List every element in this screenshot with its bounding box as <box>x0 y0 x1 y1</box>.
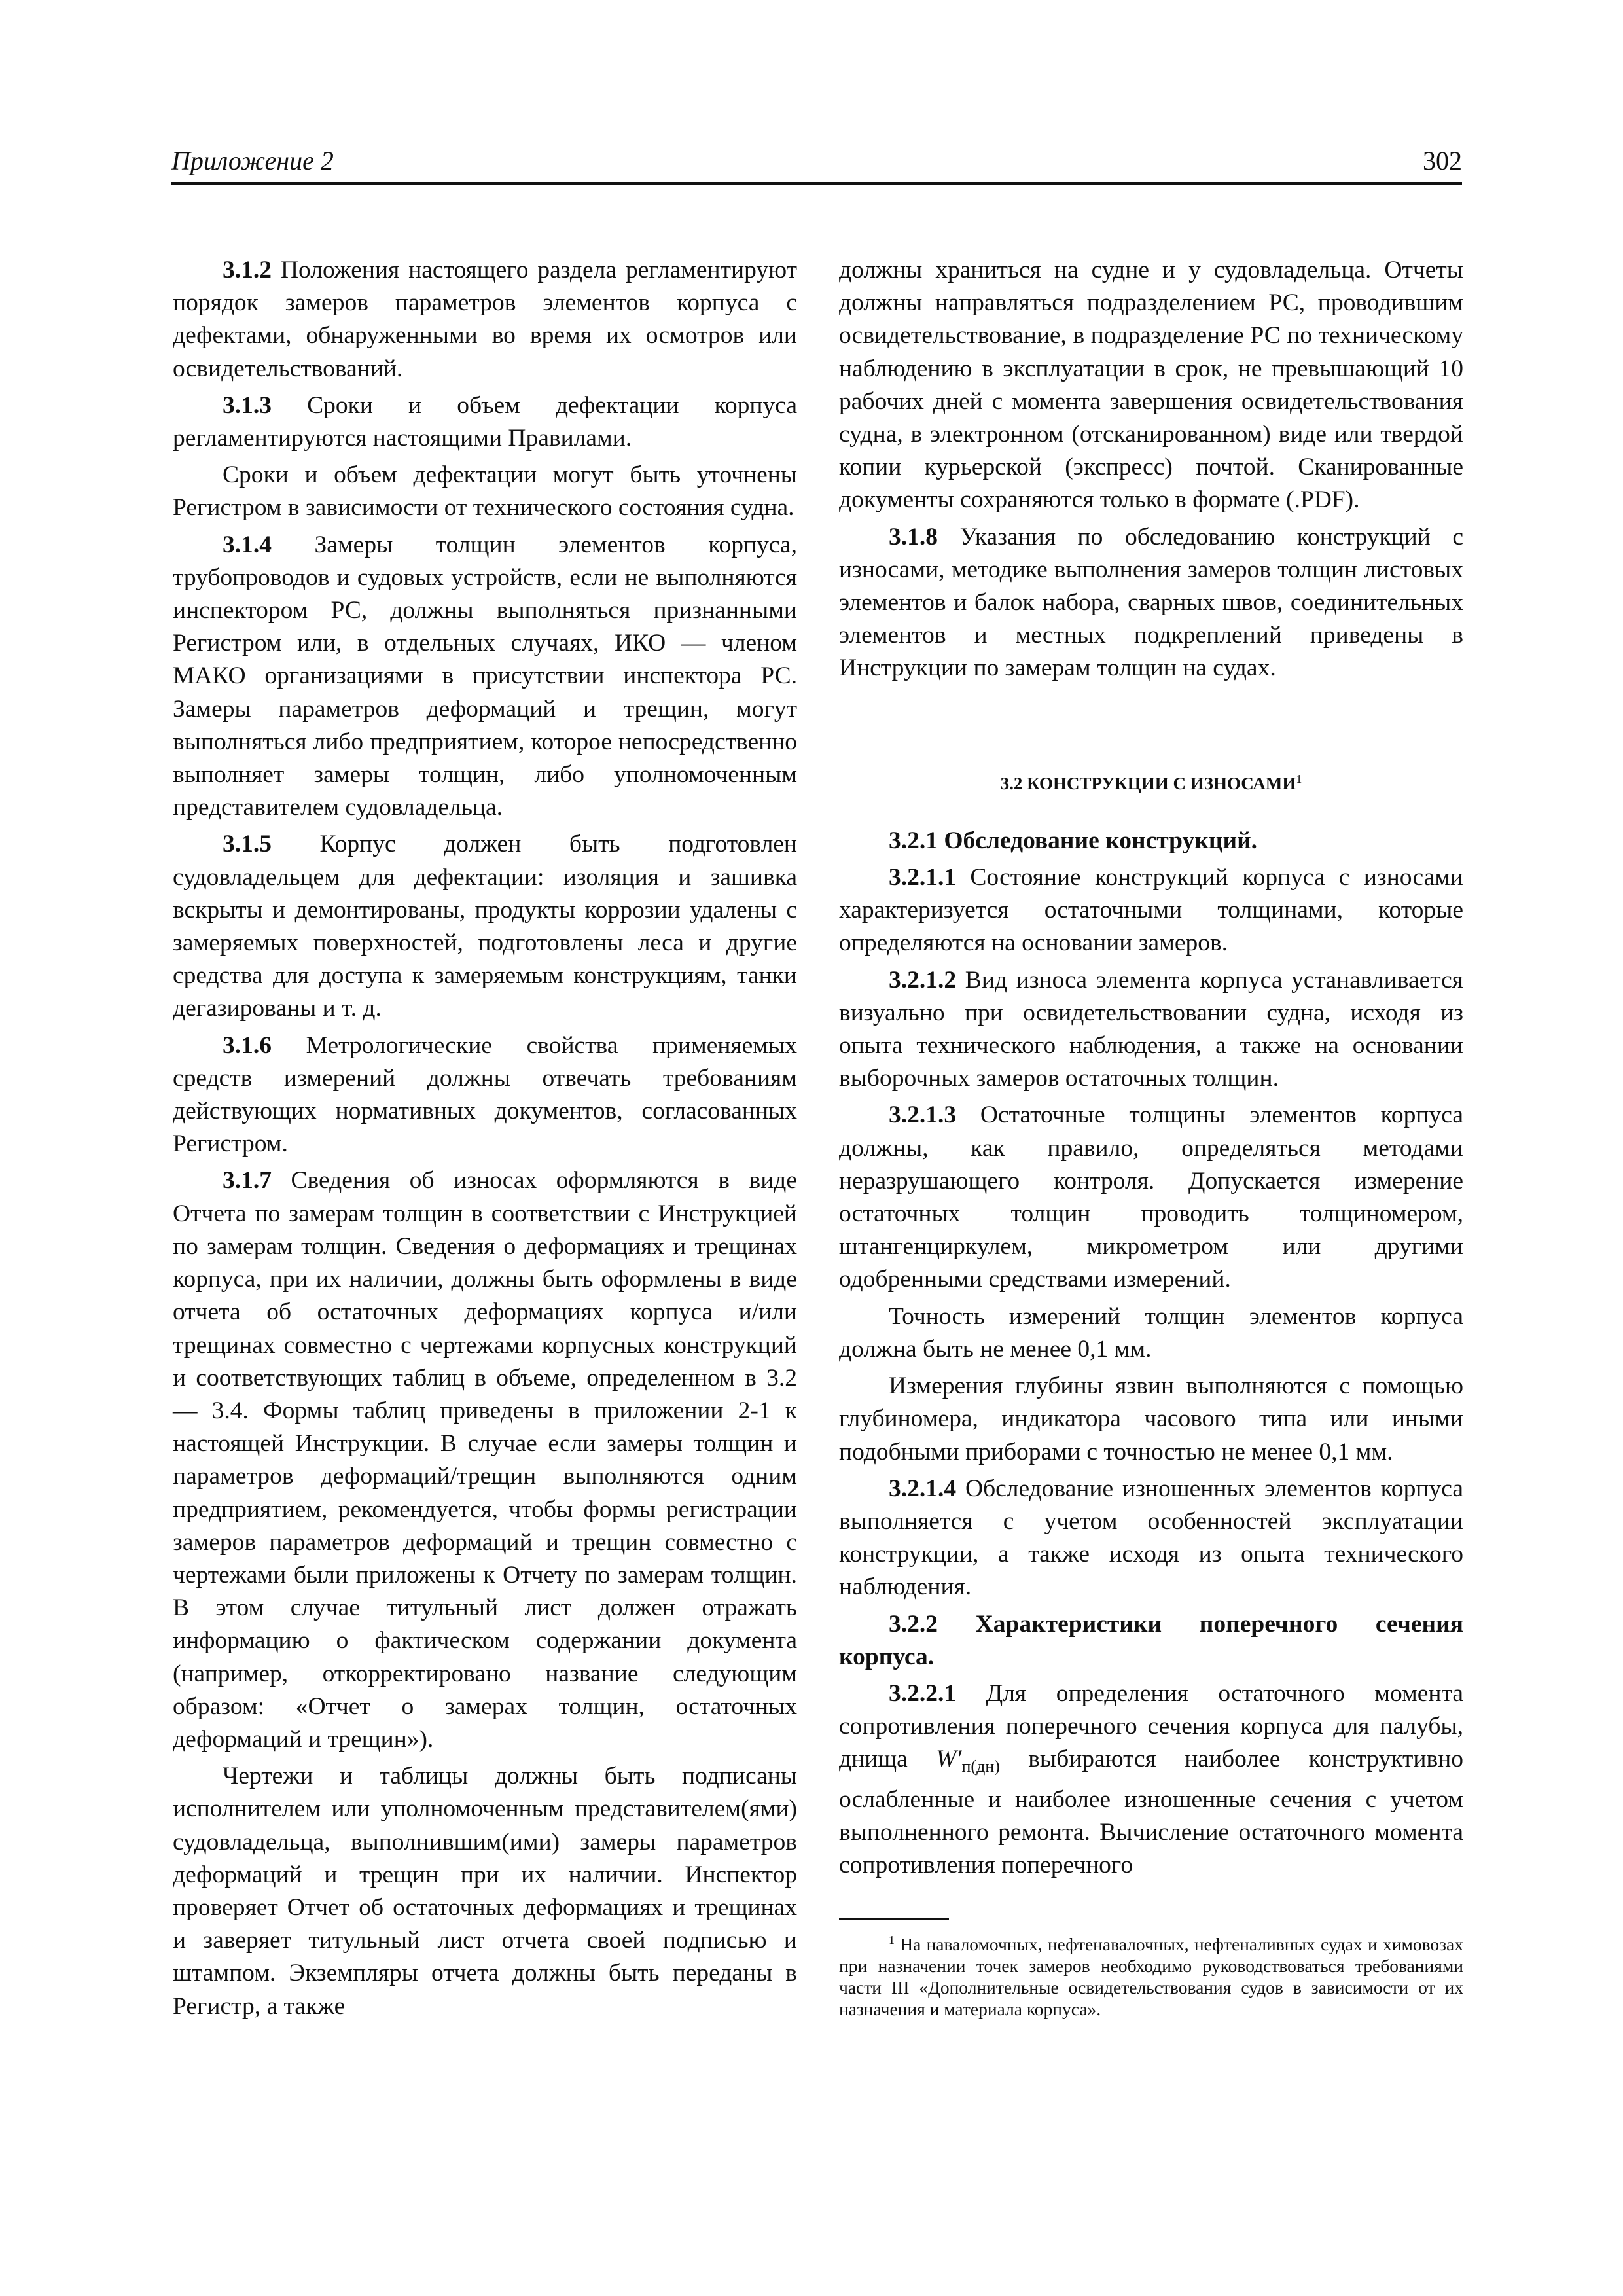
footnote-separator <box>839 1918 949 1920</box>
heading-3-2-2: 3.2.2 Характеристики поперечного сечения корпуса. <box>839 1610 1463 1670</box>
paragraph-3-1-7: 3.1.7 Сведения об износах оформляются в виде Отчета по замерам толщин в соответствии с Инструкцией по замерам толщин. Сведения о деформациях и трещинах корпуса, при их наличии, должны быть оформлены в виде отчета об остаточных деформациях корпуса и/или трещинах совместно с чертежами корпусных конструкций и соответствующих таблиц в объеме, определенном в 3.2 — 3.4. Формы таблиц приведены в приложении 2-1 к настоящей Инструкции. В случае если замеры толщин и параметров деформаций/трещин выполняются одним предприятием, рекомендуется, чтобы формы регистрации замеров параметров деформаций и трещин совместно с чертежами были приложены к Отчету по замерам толщин. В этом случае титульный лист должен отражать информацию о фактическом содержании документа (например, откорректировано название следующим образом: «Отчет о замерах толщин, остаточных деформаций и трещин»). <box>173 1167 797 1753</box>
heading-3-2-1: 3.2.1 Обследование конструкций. <box>889 827 1258 854</box>
paragraph-accuracy: Точность измерений толщин элементов корпуса должна быть не менее 0,1 мм. <box>839 1302 1463 1363</box>
paragraph-3-1-2: 3.1.2 Положения настоящего раздела регламентируют порядок замеров параметров элементов корпуса с дефектами, обнаруженными во время их осмотров или освидетельствований. <box>173 257 797 382</box>
paragraph-3-1-4: 3.1.4 Замеры толщин элементов корпуса, трубопроводов и судовых устройств, если не выполняются инспектором РС, должны выполняться признанными Регистром или, в отдельных случаях, ИКО — членом МАКО организациями в присутствии инспектора РС. Замеры параметров деформаций и трещин, могут выполняться либо предприятием, которое непосредственно выполняет замеры толщин, либо уполномоченным представителем судовладельца. <box>173 531 797 821</box>
paragraph-3-1-3: 3.1.3 Сроки и объем дефектации корпуса регламентируются настоящими Правилами. <box>173 391 797 452</box>
section-modulus-symbol: W′ <box>936 1746 962 1773</box>
running-title: Приложение 2 <box>171 146 334 175</box>
section-modulus-subscript: п(дн) <box>961 1757 1000 1776</box>
section-title: 3.2 КОНСТРУКЦИИ С ИЗНОСАМИ$^1$ <box>1000 772 1302 793</box>
paragraph-3-1-6: 3.1.6 Метрологические свойства применяемых средств измерений должны отвечать требованиям действующих нормативных документов, согласованных Регистром. <box>173 1031 797 1158</box>
paragraph-3-2-1-4: 3.2.1.4 Обследование изношенных элементов корпуса выполняется с учетом особенностей эксплуатации конструкции, а также исходя из опыта технического наблюдения. <box>839 1475 1463 1601</box>
paragraph-3-2-1-3: 3.2.1.3 Остаточные толщины элементов корпуса должны, как правило, определяться методами неразрушающего контроля. Допускается измерение остаточных толщин проводить толщиномером, штангенциркулем, микрометром или другими одобренными средствами измерений. <box>839 1102 1463 1293</box>
paragraph-pits: Измерения глубины язвин выполняются с помощью глубиномера, индикатора часового типа или иными подобными приборами с точностью не менее 0,1 мм. <box>839 1372 1463 1465</box>
paragraph-continuation: должны храниться на судне и у судовладельца. Отчеты должны направляться подразделением РС, проводившим освидетельствование, в подразделение РС по техническому наблюдению в эксплуатации в срок, не превышающий 10 рабочих дней с момента завершения освидетельствования судна, в электронном (отсканированном) виде или твердой копии курьерской (экспресс) почтой. Сканированные документы сохраняются только в формате (.PDF). <box>839 257 1463 514</box>
footnote-marker: 1 <box>1296 772 1302 785</box>
right-column <box>839 254 1463 2024</box>
paragraph-3-1-8: 3.1.8 Указания по обследованию конструкций с износами, методике выполнения замеров толщин листовых элементов и балок набора, сварных швов, соединительных элементов и местных подкреплений приведены в Инструкции по замерам толщин на судах. <box>839 523 1463 682</box>
paragraph-3-1-5: 3.1.5 Корпус должен быть подготовлен судовладельцем для дефектации: изоляция и зашивка вскрыты и демонтированы, продукты коррозии удалены с замеряемых поверхностей, подготовлены леса и другие средства для доступа к замеряемым конструкциям, танки дегазированы и т. д. <box>173 831 797 1022</box>
left-column <box>173 254 797 2027</box>
paragraph-3-2-1-1: 3.2.1.1 Состояние конструкций корпуса с износами характеризуется остаточными толщинами, которые определяются на основании замеров. <box>839 864 1463 957</box>
footnote: $^1$ На наваломочных, нефтенавалочных, нефтеналивных судах и химовозах при назначении точек замеров необходимо руководствоваться требованиями части III «Дополнительные освидетельствования судов в зависимости от их назначения и материала корпуса». <box>839 1933 1463 2020</box>
page-number: 302 <box>1423 146 1462 175</box>
paragraph-3-2-1-2: 3.2.1.2 Вид износа элемента корпуса устанавливается визуально при освидетельствовании судна, исходя из опыта технического наблюдения, а также на основании выборочных замеров остаточных толщин. <box>839 966 1463 1092</box>
paragraph-3-2-2-1: 3.2.2.1 Для определения остаточного момента сопротивления поперечного сечения корпуса для палубы, днища $W'_{п(дн)}$ выбираются наиболее конструктивно ослабленные и наиболее изношенные сечения с учетом выполненного ремонта. Вычисление остаточного момента сопротивления поперечного <box>839 1679 1463 1878</box>
paragraph-terms: Сроки и объем дефектации могут быть уточнены Регистром в зависимости от технического состояния судна. <box>173 461 797 522</box>
page-header <box>171 143 1462 185</box>
paragraph-drawings: Чертежи и таблицы должны быть подписаны исполнителем или уполномоченным представителем(ями) судовладельца, выполнившим(ими) замеры параметров деформаций и трещин при их наличии. Инспектор проверяет Отчет об остаточных деформациях и трещинах и заверяет титульный лист отчета своей подписью и штампом. Экземпляры отчета должны быть переданы в Регистр, а также <box>173 1763 797 2020</box>
